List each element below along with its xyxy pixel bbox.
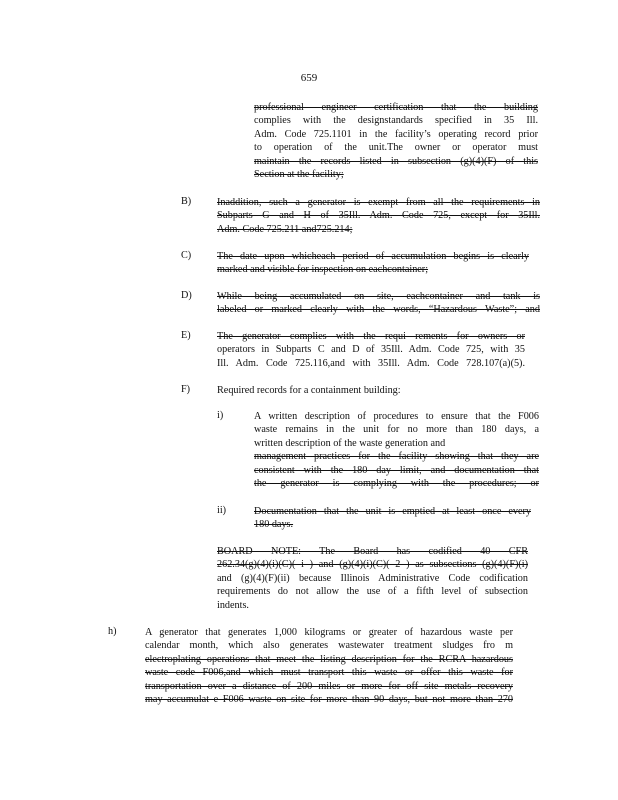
item-i-marker: i)	[217, 410, 224, 421]
text-line: written description of the waste generation and	[254, 437, 446, 449]
item-i-text	[254, 410, 539, 490]
text-line: While being accumulated on site, eachcontainer and tank is	[217, 291, 540, 302]
item-c-marker: C)	[181, 250, 192, 261]
text-line: Adm. Code 725.211 and725.214;	[217, 223, 353, 235]
text-line: operators in Subparts C and D of 35Ill. Adm. Code 725, with 35	[217, 344, 525, 356]
item-ii-text	[254, 505, 531, 532]
intro-paragraph	[254, 101, 538, 181]
text-line: Inaddition, such a generator is exempt from all the requirements in	[217, 197, 540, 208]
item-f-marker: F)	[181, 384, 191, 395]
text-line: Ill. Adm. Code 725.116,and with 35Ill. Adm. Code 728.107(a)(5).	[217, 357, 525, 369]
item-h-marker: h)	[108, 626, 117, 637]
text-line: 180 days.	[254, 519, 294, 531]
text-line: to operation of the unit.The owner or operator must	[254, 142, 538, 154]
item-e-text	[217, 330, 525, 370]
item-b-marker: B)	[181, 196, 192, 207]
text-line: electroplating operations that meet the listing description for the RCRA hazardous	[145, 653, 513, 665]
text-line: complies with the designstandards specified in 35 Ill.	[254, 115, 538, 127]
item-e-marker: E)	[181, 330, 191, 341]
text-line: Required records for a containment building:	[217, 385, 401, 396]
text-line: consistent with the 180 day limit, and documentation that	[254, 464, 539, 476]
text-line: maintain the records listed in subsection (g)(4)(F) of this	[254, 155, 538, 167]
text-line: waste code F006,and which must transport this waste or offer this waste for	[145, 667, 513, 679]
text-line: indents.	[217, 599, 249, 611]
text-line: The generator complies with the requi rements for owners or	[217, 331, 525, 342]
text-line: Adm. Code 725.1101 in the facility’s operating record prior	[254, 128, 538, 140]
text-line: Section at the facility;	[254, 169, 344, 181]
item-b-text	[217, 196, 540, 236]
board-note	[217, 545, 528, 612]
item-f-text	[217, 384, 537, 397]
text-line: transportation over a distance of 200 miles or more for off site metals recovery	[145, 680, 513, 692]
item-d-text	[217, 290, 540, 317]
text-line: waste remains in the unit for no more than 180 days, a	[254, 424, 539, 436]
text-line: professional engineer certification that the building	[254, 102, 538, 113]
item-ii-marker: ii)	[217, 505, 227, 516]
page-number: 659	[300, 72, 318, 84]
text-line: A generator that generates 1,000 kilograms or greater of hazardous waste per	[145, 627, 513, 638]
text-line: The date upon whicheach period of accumulation begins is clearly	[217, 251, 529, 262]
item-d-marker: D)	[181, 290, 192, 301]
text-line: BOARD NOTE: The Board has codified 40 CFR	[217, 546, 528, 557]
text-line: 262.34(g)(4)(i)(C)( i ) and (g)(4)(i)(C)( 2 ) as subsections (g)(4)(F)(i)	[217, 559, 528, 571]
text-line: Subparts G and H of 35Ill. Adm. Code 725, except for 35Ill.	[217, 210, 540, 222]
item-c-text	[217, 250, 529, 277]
text-line: and (g)(4)(F)(ii) because Illinois Administrative Code codification	[217, 572, 528, 584]
text-line: may accumulat e F006 waste on site for more than 90 days, but not more than 270	[145, 694, 513, 706]
text-line: calendar month, which also generates wastewater treatment sludges fro m	[145, 640, 513, 652]
text-line: requirements do not allow the use of a fifth level of subsection	[217, 586, 528, 598]
text-line: A written description of procedures to ensure that the F006	[254, 411, 539, 422]
text-line: marked and visible for inspection on eachcontainer;	[217, 264, 429, 276]
text-line: the generator is complying with the procedures; or	[254, 478, 539, 490]
text-line: management practices for the facility showing that they are	[254, 451, 539, 463]
text-line: labeled or marked clearly with the words, “Hazardous Waste”; and	[217, 304, 540, 316]
text-line: Documentation that the unit is emptied at least once every	[254, 506, 531, 517]
item-h-text	[145, 626, 513, 706]
